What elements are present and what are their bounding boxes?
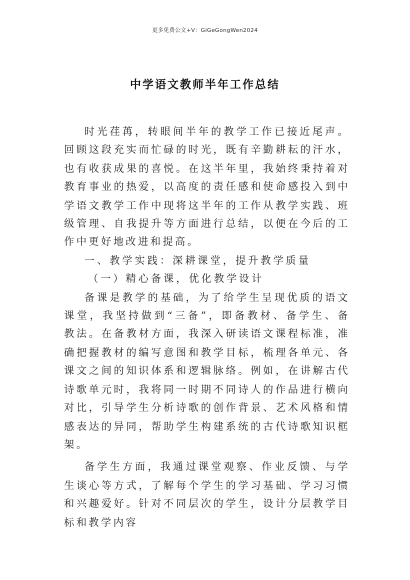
paragraph-students: 备学生方面，我通过课堂观察、作业反馈、与学生谈心等方式，了解每个学生的学习基础、学习习惯和兴趣爱好。针对不同层次的学生，设计分层教学目标和教学内容 <box>64 462 350 529</box>
header-note: 更多免费公文+V：GiGeGongWen2024 <box>152 28 258 34</box>
subsection-heading: （一）精心备课，优化教学设计 <box>88 274 265 286</box>
paragraph-lesson-prep: 备课是教学的基础，为了给学生呈现优质的语文课堂，我坚持做到“三备”，即备教材、备学生、备教法。在备教材方面，我深入研读语文课程标准，准确把握教材的编写意图和教学目标，梳理各单元、各课文之间的知识体系和逻辑脉络。例如，在讲解古代诗歌单元时，我将同一时期不同诗人的作品进行横向对比，引导学生分析诗歌的创作背景、艺术风格和情感表达的异同，帮助学生构建系统的古代诗歌知识框架。 <box>64 292 350 451</box>
paragraph-intro: 时光荏苒，转眼间半年的教学工作已接近尾声。回顾这段充实而忙碌的时光，既有辛勤耕耘的汗水，也有收获成果的喜悦。在这半年里，我始终秉持着对教育事业的热爱，以高度的责任感和使命感投入到中学语文教学工作中现将这半年的工作从教学实践、班级管理、自我提升等方面进行总结，以便在今后的工作中更好地改进和提高。 <box>64 127 350 249</box>
section-heading: 一、教学实践：深耕课堂，提升教学质量 <box>84 255 311 267</box>
document-title: 中学语文教师半年工作总结 <box>130 78 280 91</box>
document-body <box>64 124 350 533</box>
